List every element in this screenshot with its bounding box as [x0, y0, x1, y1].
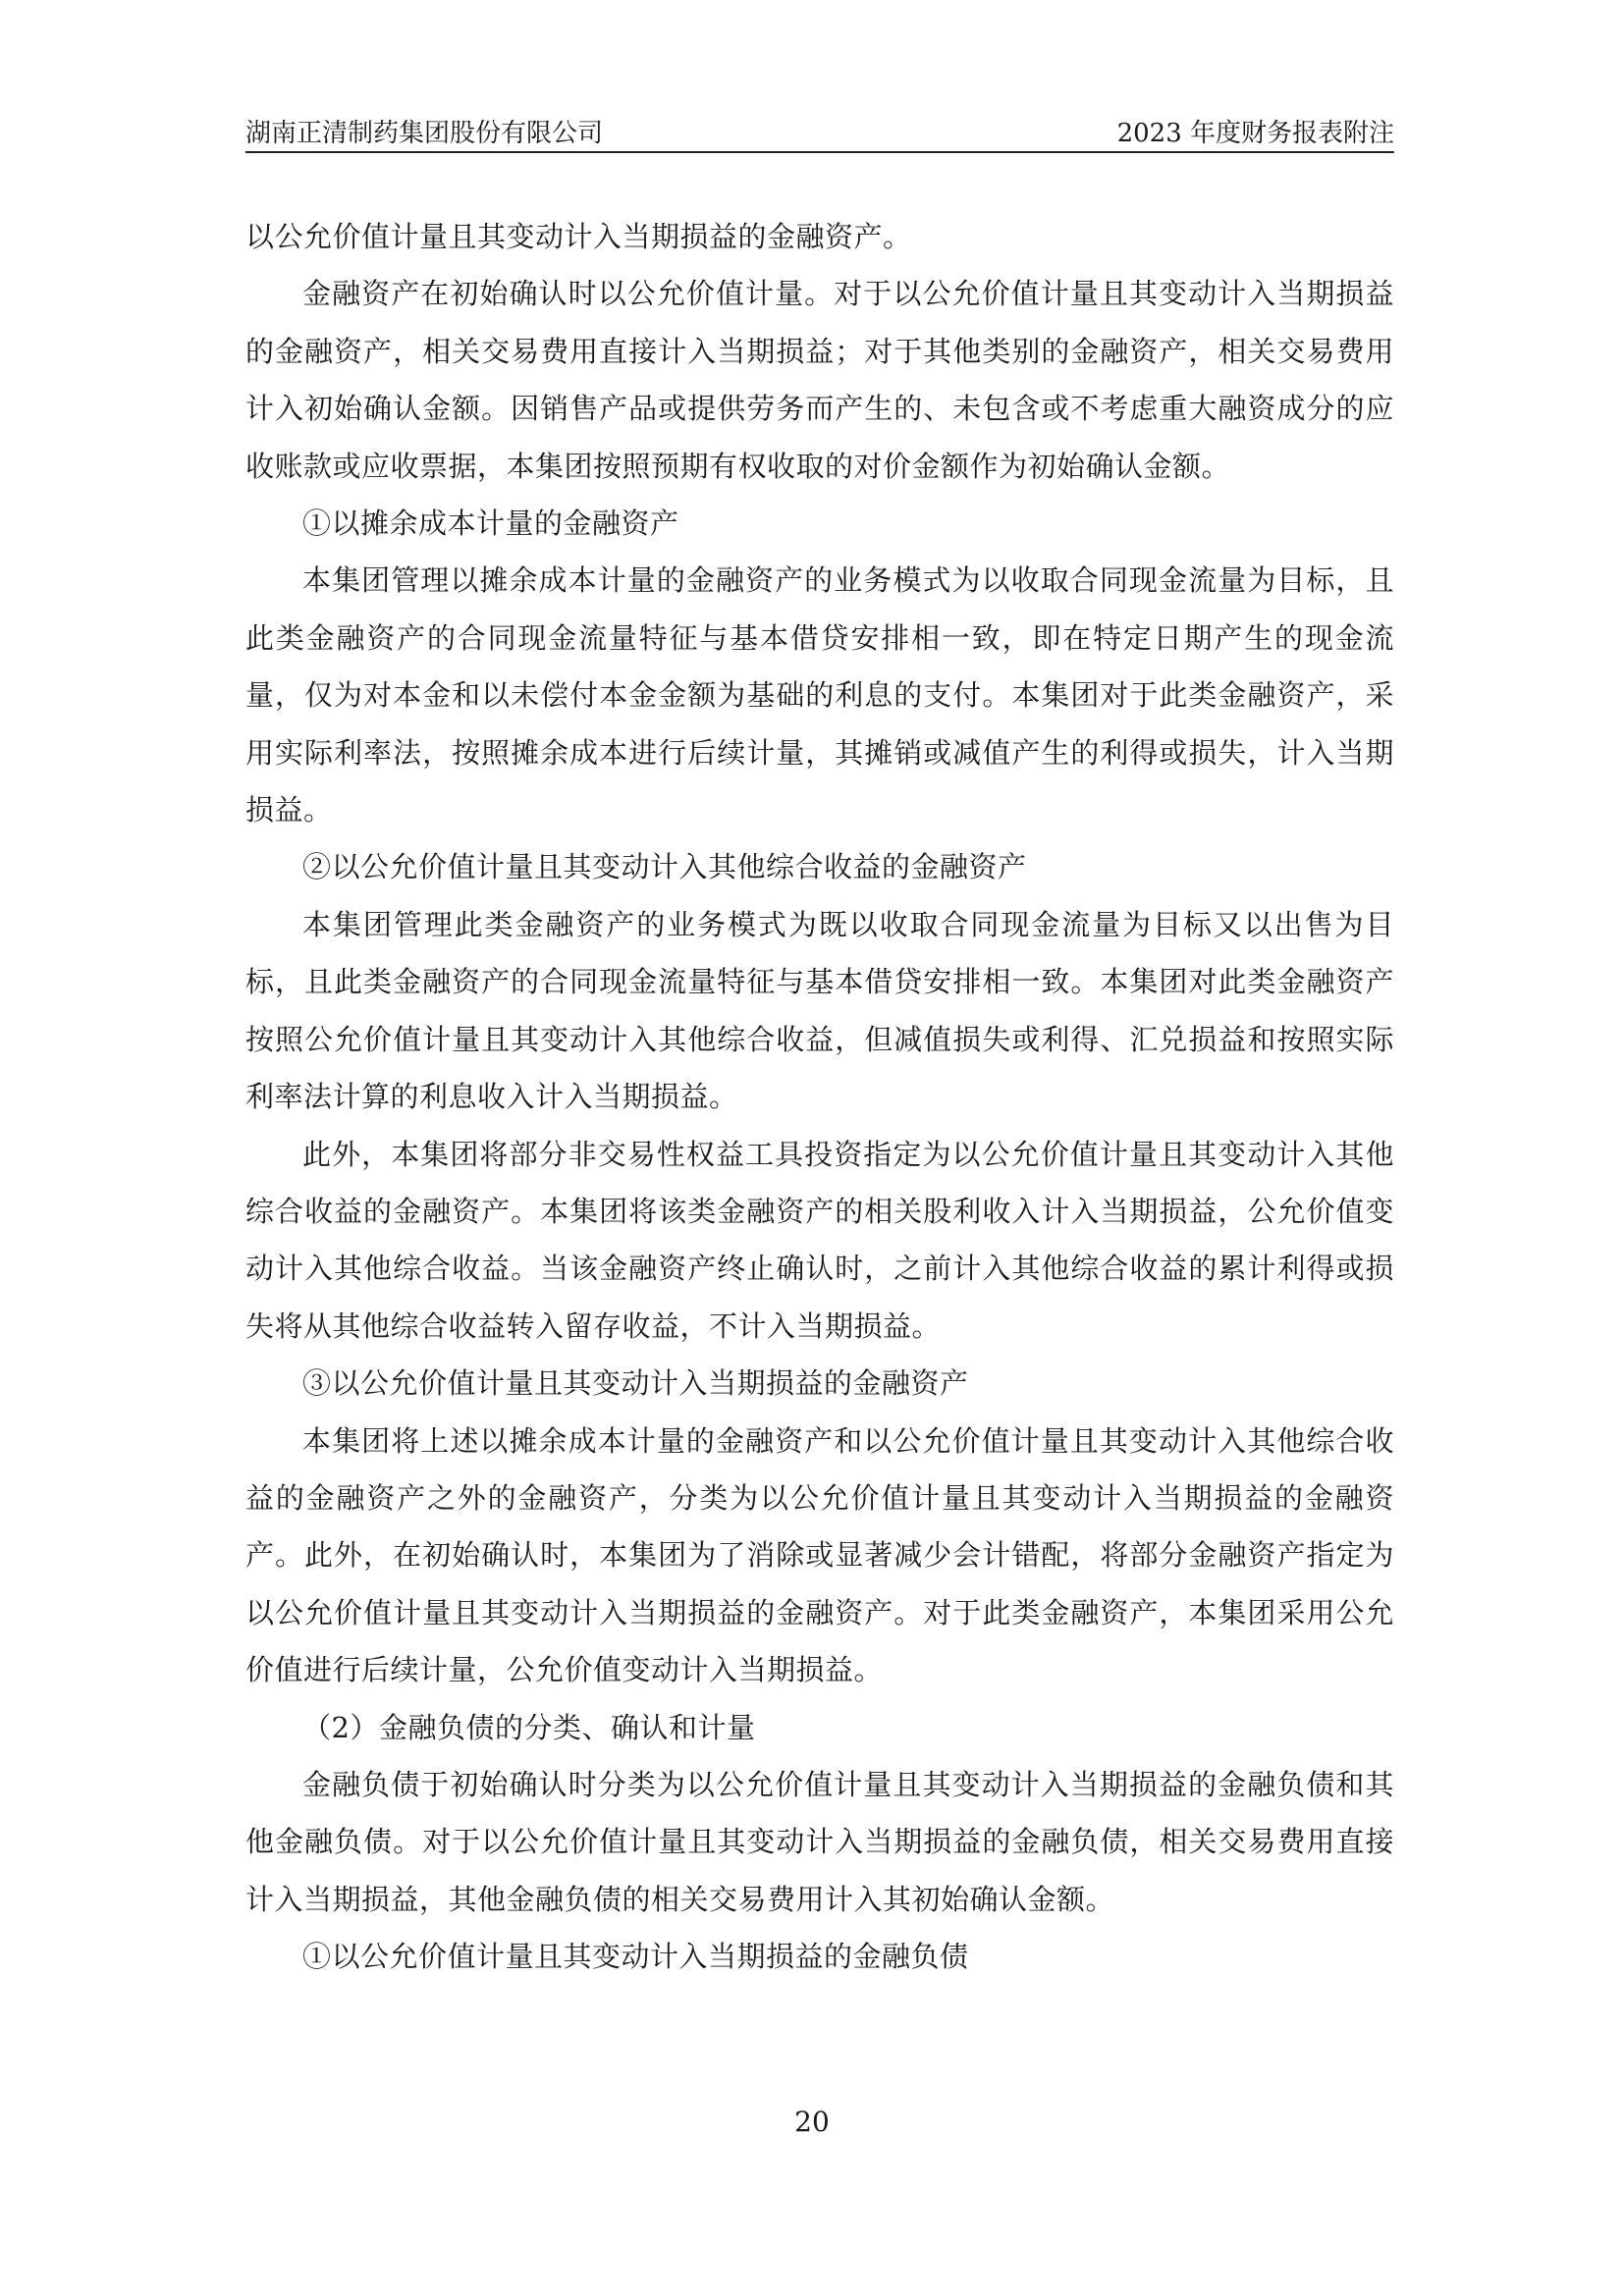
- paragraph-fvoci: 本集团管理此类金融资产的业务模式为既以收取合同现金流量为目标又以出售为目标，且此类金融资产的合同现金流量特征与基本借贷安排相一致。本集团对此类金融资产按照公允价值计量且其变动计入其他综合收益，但减值损失或利得、汇兑损益和按照实际利率法计算的利息收入计入当期损益。: [245, 907, 1394, 1114]
- page-number: 20: [794, 2106, 830, 2138]
- page-header: [245, 116, 1394, 153]
- paragraph-continuation: 以公允价值计量且其变动计入当期损益的金融资产。: [245, 220, 912, 253]
- subheading-fvtpl: ③以公允价值计量且其变动计入当期损益的金融资产: [302, 1366, 969, 1401]
- section-heading-financial-liabilities: （2）金融负债的分类、确认和计量: [302, 1710, 756, 1744]
- paragraph-equity-designation: 此外，本集团将部分非交易性权益工具投资指定为以公允价值计量且其变动计入其他综合收益的金融资产。本集团将该类金融资产的相关股利收入计入当期损益，公允价值变动计入其他综合收益。当该金融资产终止确认时，之前计入其他综合收益的累计利得或损失将从其他综合收益转入留存收益，不计入当期损益。: [245, 1137, 1394, 1343]
- header-company-name: 湖南正清制药集团股份有限公司: [245, 119, 604, 148]
- paragraph-financial-liabilities: 金融负债于初始确认时分类为以公允价值计量且其变动计入当期损益的金融负债和其他金融负债。对于以公允价值计量且其变动计入当期损益的金融负债，相关交易费用直接计入当期损益，其他金融负债的相关交易费用计入其初始确认金额。: [245, 1767, 1394, 1916]
- subheading-amortized-cost: ①以摊余成本计量的金融资产: [302, 507, 679, 541]
- paragraph-fvtpl: 本集团将上述以摊余成本计量的金融资产和以公允价值计量且其变动计入其他综合收益的金融资产之外的金融资产，分类为以公允价值计量且其变动计入当期损益的金融资产。此外，在初始确认时，本集团为了消除或显著减少会计错配，将部分金融资产指定为以公允价值计量且其变动计入当期损益的金融资产。对于此类金融资产，本集团采用公允价值进行后续计量，公允价值变动计入当期损益。: [245, 1423, 1394, 1687]
- body-text: [245, 208, 1394, 1986]
- subheading-fvtpl-liabilities: ①以公允价值计量且其变动计入当期损益的金融负债: [302, 1940, 969, 1974]
- paragraph-amortized-cost: 本集团管理以摊余成本计量的金融资产的业务模式为以收取合同现金流量为目标，且此类金融资产的合同现金流量特征与基本借贷安排相一致，即在特定日期产生的现金流量，仅为对本金和以未偿付本金金额为基础的利息的支付。本集团对于此类金融资产，采用实际利率法，按照摊余成本进行后续计量，其摊销或减值产生的利得或损失，计入当期损益。: [245, 563, 1394, 828]
- paragraph-initial-recognition: 金融资产在初始确认时以公允价值计量。对于以公允价值计量且其变动计入当期损益的金融资产，相关交易费用直接计入当期损益；对于其他类别的金融资产，相关交易费用计入初始确认金额。因销售产品或提供劳务而产生的、未包含或不考虑重大融资成分的应收账款或应收票据，本集团按照预期有权收取的对价金额作为初始确认金额。: [245, 277, 1394, 483]
- subheading-fvoci: ②以公允价值计量且其变动计入其他综合收益的金融资产: [302, 850, 1027, 884]
- header-report-title: 2023 年度财务报表附注: [1116, 119, 1394, 148]
